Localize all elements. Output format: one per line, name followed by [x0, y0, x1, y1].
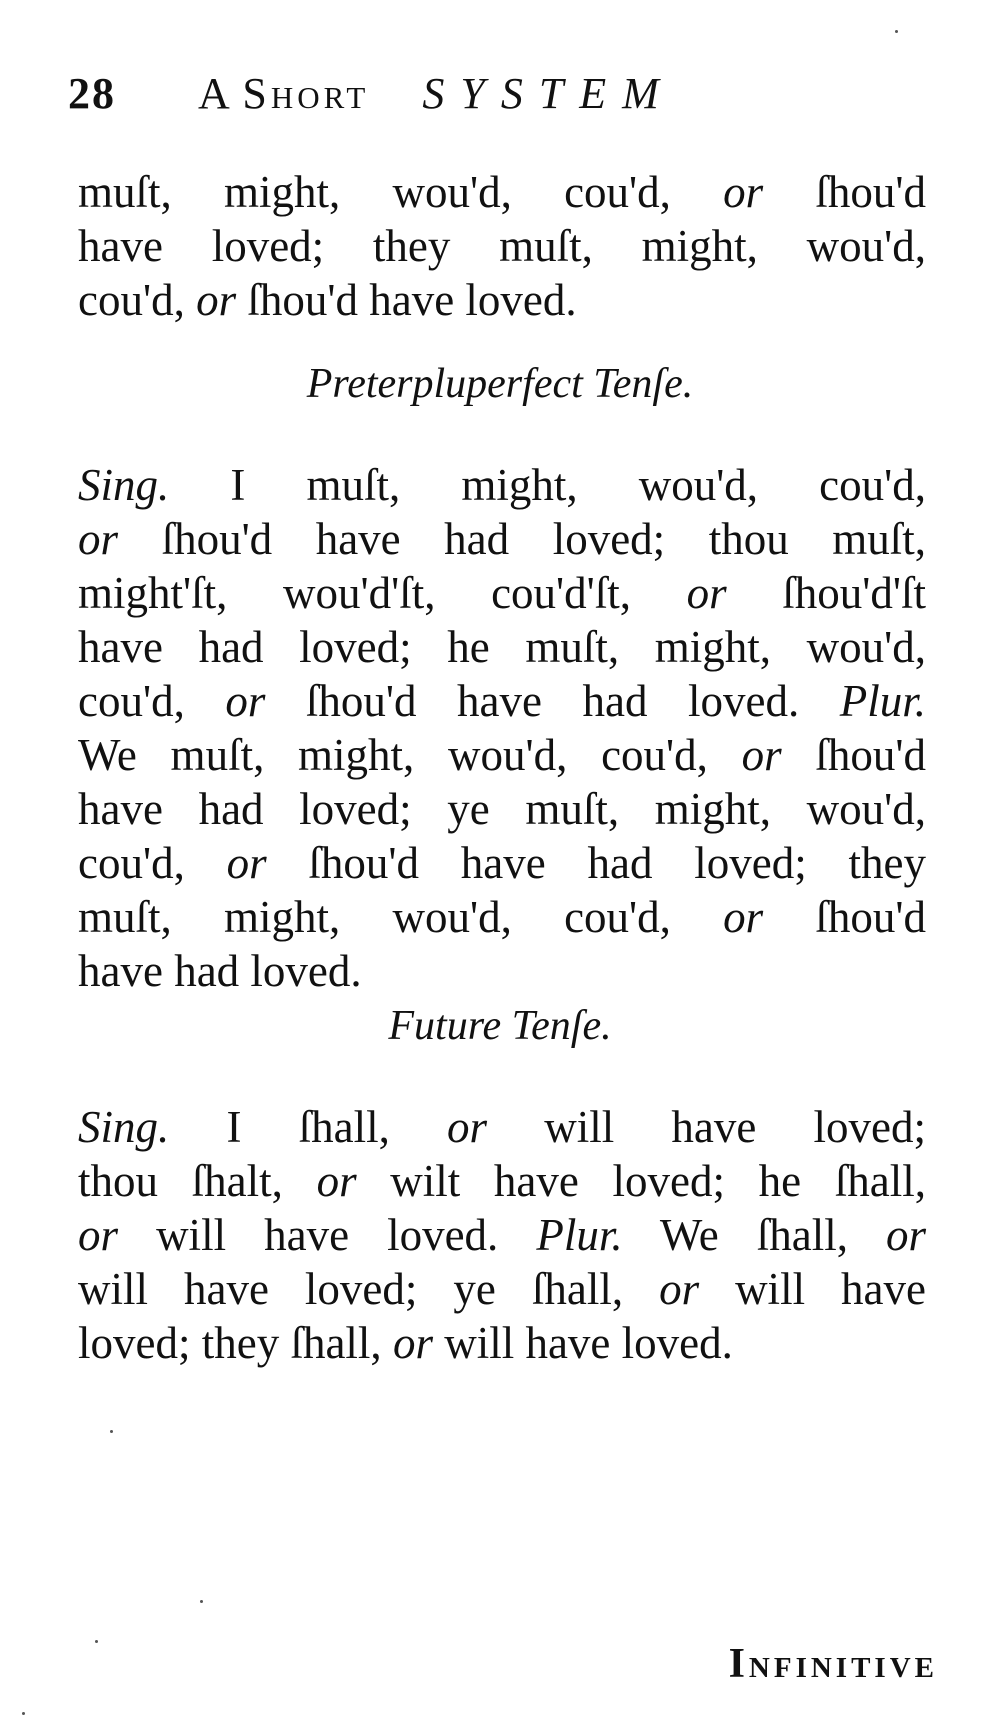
- running-title: [198, 68, 675, 119]
- section-heading-future: Future Tenſe.: [388, 1003, 612, 1049]
- paper-speck: [110, 1430, 113, 1433]
- text-line: Sing. I ſhall, or will have loved;: [78, 1102, 927, 1152]
- section-heading-preterpluperfect: Preterpluperfect Tenſe.: [306, 361, 694, 407]
- text-line: have had loved.: [78, 946, 362, 996]
- page-number: 28: [68, 69, 116, 118]
- text-line: have had loved; he muſt, might, wou'd,: [78, 622, 926, 672]
- paper-speck: [895, 30, 898, 33]
- paragraph-1: [78, 165, 926, 327]
- paragraph-3: [78, 1100, 926, 1370]
- text-line: or will have loved. Plur. We ſhall, or: [78, 1210, 927, 1260]
- text-line: have had loved; ye muſt, might, wou'd,: [78, 784, 926, 834]
- text-line: cou'd, or ſhou'd have had loved; they: [78, 838, 927, 888]
- paper-speck: [22, 1712, 25, 1715]
- text-line: loved; they ſhall, or will have loved.: [78, 1318, 733, 1368]
- text-line: muſt, might, wou'd, cou'd, or ſhou'd: [78, 167, 927, 217]
- text-line: thou ſhalt, or wilt have loved; he ſhall,: [78, 1156, 927, 1206]
- text-line: or ſhou'd have had loved; thou muſt,: [78, 514, 926, 564]
- text-line: have loved; they muſt, might, wou'd,: [78, 221, 926, 271]
- paragraph-2: [78, 458, 926, 998]
- paper-speck: [200, 1600, 203, 1603]
- text-line: cou'd, or ſhou'd have loved.: [78, 275, 577, 325]
- text-line: We muſt, might, wou'd, cou'd, or ſhou'd: [78, 730, 926, 780]
- title-article: A: [198, 69, 230, 118]
- text-line: muſt, might, wou'd, cou'd, or ſhou'd: [78, 892, 927, 942]
- text-line: might'ſt, wou'd'ſt, cou'd'ſt, or ſhou'd'ſt: [78, 568, 927, 618]
- catchword: Infinitive: [728, 1641, 938, 1687]
- title-system: SYSTEM: [422, 69, 675, 118]
- running-header: [68, 68, 940, 128]
- text-line: cou'd, or ſhou'd have had loved. Plur.: [78, 676, 927, 726]
- text-line: Sing. I muſt, might, wou'd, cou'd,: [78, 460, 926, 510]
- paper-speck: [95, 1640, 98, 1643]
- text-line: will have loved; ye ſhall, or will have: [78, 1264, 926, 1314]
- title-short: Short: [242, 69, 370, 118]
